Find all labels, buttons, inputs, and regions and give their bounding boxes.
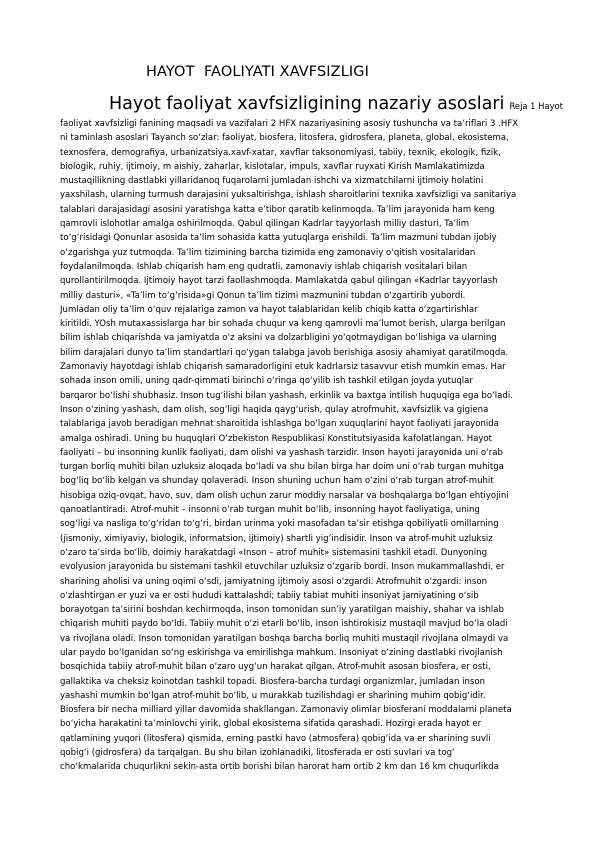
- document-subtitle-line: [109, 94, 563, 114]
- body-line: o‘zgarishga yuz tutmoqda. Ta’lim tizimining barcha tizimida eng zamonaviy o‘qitish vositalaridan: [60, 247, 476, 258]
- body-line: va rivojlana oladi. Inson tomonidan yaratilgan boshqa barcha borliq muhiti mustaqil rivojlana olmaydi va: [60, 633, 509, 644]
- body-text: [60, 117, 548, 775]
- body-line: bilim ishlab chiqarishda va jamiyatda o‘z aksini va dolzarbligini yo‘qotmaydigan bo‘lishiga va ularning: [60, 333, 497, 344]
- body-line: barqaror bo‘lishi shubhasiz. Inson tug‘ilishi bilan yashash, erkinlik va baxtga intilish huquqiga ega bo‘ladi.: [60, 390, 513, 401]
- body-line: qobig‘i (gidrosfera) da tarqalgan. Bu shu bilan izohlanadiki, litosferada er osti suvlari va tog‘: [60, 748, 455, 759]
- body-line: turgan borliq muhiti bilan uzluksiz aloqada bo‘ladi va shu bilan birga har doim uni o‘rab turgan muhitga: [60, 462, 504, 473]
- body-line: o‘zlashtirgan er yuzi va er osti hududi kattalashdi; tabiiy tabiat muhiti insoniyat jamiyatining o‘sib: [60, 590, 479, 601]
- body-line: foydalanilmoqda. Ishlab chiqarish ham eng qudratli, zamonaviy ishlab chiqarish vositalari bilan: [60, 261, 468, 272]
- body-line: biologik, ruhiy, ijtimoiy, m aishiy, zaharlar, kislotalar, impuls, xavflar ruyxati Kirish Mamlakatimizda: [60, 161, 485, 172]
- body-line: ular paydo bo‘lganidan so‘ng eskirishga va emirilishga mahkum. Insoniyat o‘zining dastlabki rivojlanish: [60, 647, 503, 658]
- body-line: faoliyati – bu insonning kunlik faoliyati, dam olishi va yashash tarzidir. Inson hayoti jarayonida uni o‘rab: [60, 447, 503, 458]
- body-line: Biosfera bir necha milliard yillar davomida shakllangan. Zamonaviy olimlar biosferani moddalarni planeta: [60, 705, 512, 716]
- subtitle-plan-start: Reja 1 Hayot: [509, 101, 563, 111]
- document-title: HAYOT FAOLIYATI XAVFSIZLIGI: [146, 64, 369, 80]
- body-line: sog‘ligi va nasliga to‘g‘ridan to‘g‘ri, birdan urinma yoki masofadan ta’sir etishga qobiliyatli omillarning: [60, 519, 499, 530]
- body-line: to‘g‘risidagi Qonunlar asosida ta’lim sohasida katta yutuqlarga erishildi. Ta’lim mazmuni tubdan ijobiy: [60, 233, 497, 244]
- body-line: qurollantirilmoqda. Ijtimoiy hayot tarzi faollashmoqda. Mamlakatda qabul qilingan «Kadrlar tayyorlash: [60, 276, 498, 287]
- body-line: bo‘yicha harakatini ta’minlovchi yirik, global ekosistema sifatida qarashadi. Hozirgi erada hayot er: [60, 719, 482, 730]
- body-line: Jumladan oliy ta’lim o‘quv rejalariga zamon va hayot talablaridan kelib chiqib katta o‘zgartirishlar: [60, 304, 478, 315]
- body-line: yashashi mumkin bo‘lgan atrof-muhit bo‘lib, u murakkab tuzilishdagi er sharining muhim qobig‘idir.: [60, 690, 486, 701]
- body-line: (jismoniy, ximiyaviy, biologik, informatsion, ijtimoiy) shartli yig‘indisidir. Inson va atrof-muhit uzluksiz: [60, 533, 493, 544]
- body-line: Zamonaviy hayotdagi ishlab chiqarish samaradorligini etuk kadrlarsiz tasavvur etish mumkin emas. Har: [60, 362, 506, 373]
- body-line: cho‘kmalarida chuqurlikni sekin-asta ortib borishi bilan harorat ham ortib 2 km dan 16 km chuqurlikda: [60, 762, 499, 773]
- body-line: bog‘liq bo‘lib kelgan va shunday qolaveradi. Inson shuning uchun ham o‘zini o‘rab turgan atrof-muhit: [60, 476, 494, 487]
- body-line: bosqichida tabiiy atrof-muhit bilan o‘zaro uyg‘un harakat qilgan. Atrof-muhit asosan biosfera, er osti,: [60, 662, 491, 673]
- body-line: texnosfera, demografiya, urbanizatsiya.xavf-xatar, xavflar taksonomiyasi, tabiiy, texnik, ekologik, fizik,: [60, 147, 501, 158]
- body-line: kiritildi. YOsh mutaxassislarga har bir sohada chuqur va keng qamrovli ma’lumot berish, ularga berilgan: [60, 319, 506, 330]
- body-line: milliy dasturi», «Ta’lim to‘g‘risida»gi Qonun ta’lim tizimi mazmunini tubdan o‘zgartirib yubordi.: [60, 290, 466, 301]
- body-line: mustaqillikning dastlabki yillaridanoq fuqarolarni jumladan ishchi va xizmatchilarni ijtimoiy holatini: [60, 176, 484, 187]
- body-line: borayotgan ta’sirini boshdan kechirmoqda, inson tomonidan sun’iy yaratilgan maishiy, shahar va ishlab: [60, 605, 504, 616]
- body-line: sohada inson omili, uning qadr-qimmati birinchi o‘ringa qo‘yilib ish tashkil etilgan joyda yutuqlar: [60, 376, 473, 387]
- document-subtitle: Hayot faoliyat xavfsizligining nazariy asoslari: [109, 94, 505, 114]
- body-line: chiqarish muhiti paydo bo‘ldi. Tabiiy muhit o‘zi etarli bo‘lib, inson ishtirokisiz mustaqil mavjud bo‘la oladi: [60, 619, 508, 630]
- body-line: sharining aholisi va uning oqimi o‘sdi, jamiyatning ijtimoiy asosi o‘zgardi. Atrofmuhit o‘zgardi: inson: [60, 576, 487, 587]
- body-line: talablariga javob beradigan mehnat sharoitida ishlashga bo‘lgan xuquqlarini hayot faoliyati jarayonida: [60, 419, 499, 430]
- body-line: ni taminlash asoslari Tayanch so‘zlar: faoliyat, biosfera, litosfera, gidrosfera, planeta, global, ekosistema,: [60, 133, 509, 144]
- body-line: amalga oshiradi. Uning bu huquqlari O‘zbekiston Respublikasi Konstitutsiyasida kafolatlangan. Hayot: [60, 433, 493, 444]
- body-line: faoliyat xavfsizligi fanining maqsadi va vazifalari 2 HFX nazariyasining asosiy tushuncha va ta’riflari 3 .HFX: [60, 119, 519, 129]
- body-line: yaxshilash, ularning turmush darajasini yuksaltirishga, ishlash sharoitlarini texnika xavfsizligi va sanitariya: [60, 190, 517, 201]
- body-line: talablari darajasidagi asosini yaratishga katta e’tibor qaratib kelinmoqda. Ta’lim jarayonida ham keng: [60, 204, 495, 215]
- body-line: qamrovli islohotlar amalga oshirilmoqda. Qabul qilingan Kadrlar tayyorlash milliy dasturi, Ta’lim: [60, 219, 470, 230]
- body-line: qatlamining yuqori (litosfera) qismida, erning pastki havo (atmosfera) qobig‘ida va er sharining suvli: [60, 733, 491, 744]
- body-line: Inson o‘zining yashash, dam olish, sog‘ligi haqida qayg‘urish, qulay atrofmuhit, xavfsizlik va gigiena: [60, 404, 489, 415]
- body-line: hisobiga oziq-ovqat, havo, suv, dam olish uchun zarur moddiy narsalar va boshqalarga bo‘lgan ehtiyojini: [60, 490, 509, 501]
- body-line: bilim darajalari dunyo ta’lim standartlari qo‘ygan talabga javob berishiga asosiy ahamiyat qaratilmoqda.: [60, 347, 509, 358]
- body-line: evolyusion jarayonida bu sistemani tashkil etuvchilar uzluksiz o‘zgarib bordi. Inson mukammallashdi, er: [60, 562, 505, 573]
- body-line: gallaktika va cheksiz koinotdan tashkil topadi. Biosfera-barcha turdagi organizmlar, jumladan inson: [60, 676, 486, 687]
- body-line: o‘zaro ta’sirda bo‘lib, doimiy harakatdagi «Inson – atrof muhit» sistemasini tashkil etadi. Dunyoning: [60, 547, 488, 558]
- body-line: qanoatlantiradi. Atrof-muhit – insonni o‘rab turgan muhit bo‘lib, insonning hayot faoliyatiga, uning: [60, 505, 480, 516]
